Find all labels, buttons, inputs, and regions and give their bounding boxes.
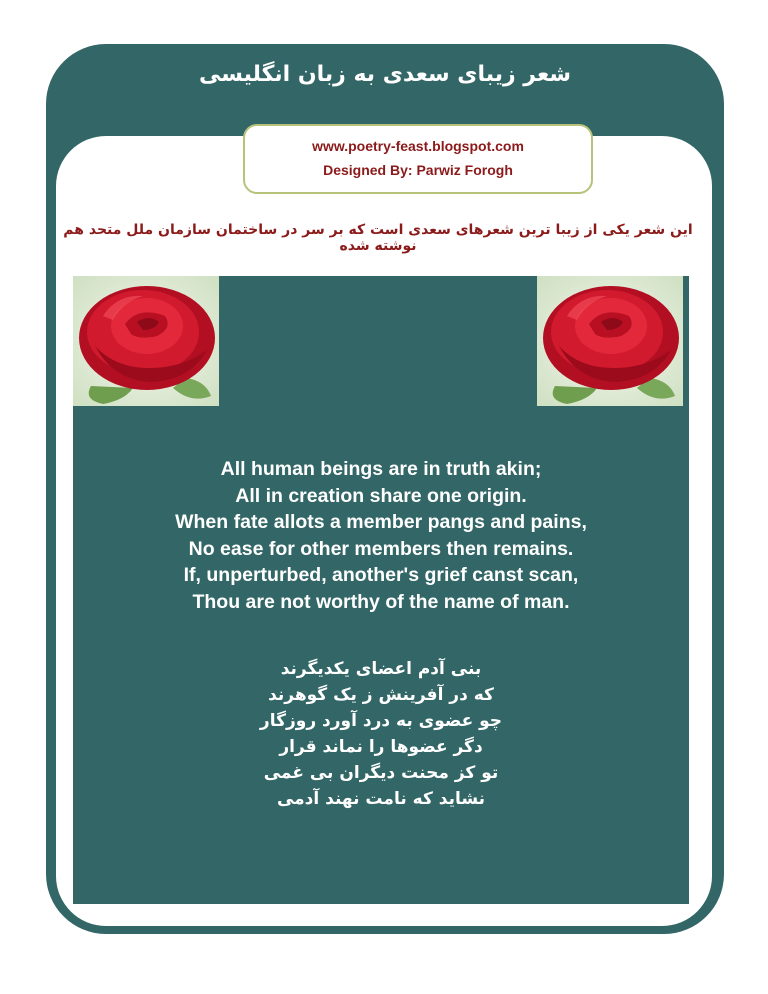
rose-image-left	[73, 276, 219, 406]
designer-credit: Designed By: Parwiz Forogh	[323, 162, 513, 178]
persian-verse-line: که در آفرینش ز یک گوهرند	[268, 685, 494, 705]
intro-text: این شعر یکی از زیبا ترین شعرهای سعدی است که بر سر در ساختمان سازمان ملل متحد هم نوشته شده	[63, 222, 693, 254]
english-verse-line: No ease for other members then remains.	[188, 537, 574, 560]
persian-verse-line: بنی آدم اعضای یکدیگرند	[280, 659, 482, 679]
english-verse-line: All human beings are in truth akin;	[220, 458, 542, 480]
persian-verse-line: تو کز محنت دیگران بی غمی	[263, 763, 499, 783]
english-verse-line: All in creation share one origin.	[235, 484, 527, 507]
website-link[interactable]: www.poetry-feast.blogspot.com	[312, 138, 524, 154]
english-verse-line: When fate allots a member pangs and pains,	[175, 511, 587, 533]
page-title: شعر زیبای سعدی به زبان انگلیسی	[198, 62, 572, 87]
persian-verse-line: نشاید که نامت نهند آدمی	[276, 789, 486, 809]
persian-verse-line: دگر عضوها را نماند قرار	[279, 737, 483, 757]
english-verse-line: Thou are not worthy of the name of man.	[192, 590, 570, 613]
persian-poem	[73, 656, 689, 812]
persian-verse-line: چو عضوی به درد آورد روزگار	[259, 711, 503, 731]
english-verse-line: If, unperturbed, another's grief canst scan,	[183, 564, 579, 586]
credits-box	[243, 124, 593, 194]
rose-image-right	[537, 276, 683, 406]
english-poem	[73, 456, 689, 615]
